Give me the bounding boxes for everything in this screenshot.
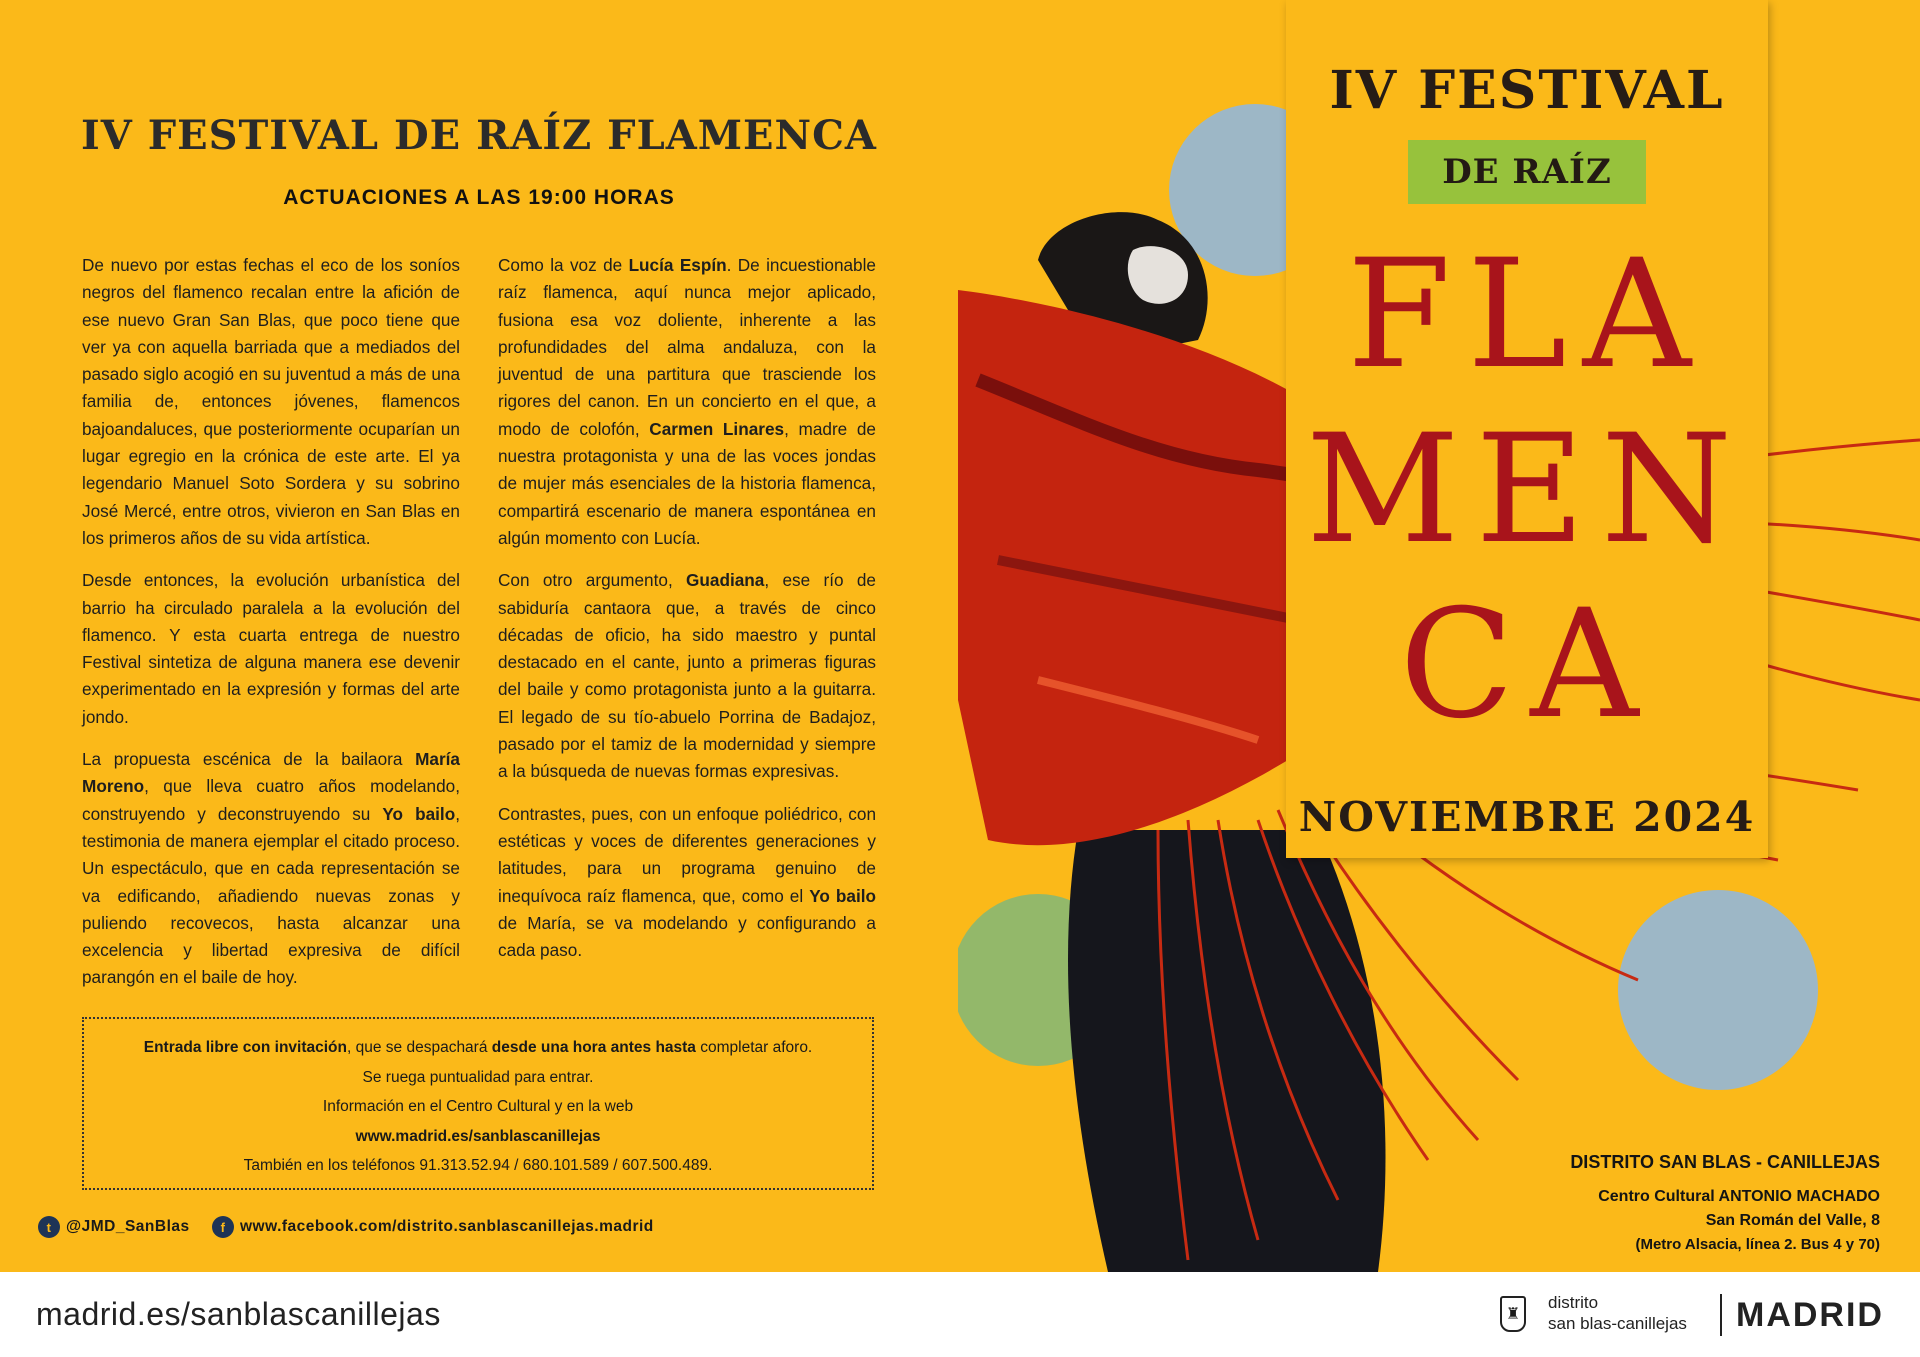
text: Centro Cultural	[1598, 1188, 1719, 1205]
paragraph	[82, 746, 460, 992]
artist-name: Guadiana	[686, 570, 765, 591]
cover-flamenca-line-3: CA	[1399, 578, 1655, 752]
madrid-logo: MADRID	[1736, 1296, 1884, 1334]
text: La propuesta escénica de la bailaora	[82, 749, 416, 770]
cover-title-card	[1286, 0, 1768, 858]
venue-name	[1598, 1188, 1880, 1206]
footer-bar	[0, 1272, 1920, 1357]
page-title: IV FESTIVAL DE RAÍZ FLAMENCA	[81, 112, 877, 159]
text: desde una hora antes hasta	[491, 1039, 696, 1056]
text: de María, se va modelando y configurando a cada paso.	[498, 912, 876, 961]
text: distrito	[1548, 1293, 1599, 1312]
decor-circle	[1618, 890, 1818, 1090]
artist-name: Lucía Espín	[628, 255, 727, 275]
facebook-icon: f	[212, 1216, 234, 1238]
cover-de-raiz-label: DE RAÍZ	[1408, 140, 1646, 204]
artist-name: María Moreno	[82, 749, 460, 797]
text: Contrastes, pues, con un enfoque poliédrico, con estéticas y voces de diferentes generaciones y latitudes, para un programa genuino de inequívoca raíz flamenca, que, como el	[498, 803, 876, 906]
cover-flamenca-line-2: MEN	[1305, 403, 1749, 577]
info-note: Información en el Centro Cultural y en la web	[322, 1098, 634, 1115]
website-link[interactable]: www.madrid.es/sanblascanillejas	[355, 1127, 601, 1145]
work-title: Yo bailo	[809, 885, 877, 906]
phone-numbers: También en los teléfonos 91.313.52.94 / 680.101.589 / 607.500.489.	[243, 1157, 713, 1174]
text: , testimonia de manera ejemplar el citado proceso. Un espectáculo, que en cada representación se va edificando, añadiendo nuevas zonas y puliendo recovecos, hasta alcanzar una excelencia y libertad expresiva de difícil parangón en el baile de hoy.	[82, 803, 460, 988]
text: , ese río de sabiduría cantaora que, a través de cinco décadas de oficio, ha sido maestro y puntal destacado en el cante, junto a primeras figuras del baile y como protagonista junto a la guitarra. El legado de su tío-abuelo Porrina de Badajoz, pasado por el tamiz de la modernidad y siempre a la búsqueda de nuevas formas expresivas.	[498, 570, 876, 782]
text: Con otro argumento,	[498, 570, 687, 591]
punctuality-note: Se ruega puntualidad para entrar.	[362, 1068, 594, 1086]
text: san blas-canillejas	[1548, 1314, 1687, 1333]
admission-info-box	[82, 1017, 874, 1190]
twitter-link[interactable]	[38, 1214, 190, 1240]
text-column-2	[498, 252, 876, 979]
text: Entrada libre con invitación	[143, 1039, 347, 1056]
madrid-crest-icon: ♜	[1500, 1296, 1526, 1332]
page-subtitle: ACTUACIONES A LAS 19:00 HORAS	[283, 186, 675, 209]
paragraph	[498, 567, 876, 785]
dress-shape	[1068, 830, 1386, 1272]
cover-flamenca-line-1: FLA	[1346, 228, 1707, 402]
paragraph	[498, 252, 876, 552]
logo-divider	[1720, 1294, 1722, 1336]
text: . De incuestionable raíz flamenca, aquí nunca mejor aplicado, fusiona esa voz doliente, inherente a las profundidades del alma andaluza, con la juventud de una partitura que trasciende los rigores del canon. En un concierto en el que, a modo de colofón,	[498, 255, 876, 439]
cover-panel	[958, 0, 1920, 1272]
admission-line	[84, 1033, 872, 1063]
text: , que lleva cuatro años modelando, construyendo y deconstruyendo su	[82, 776, 460, 824]
twitter-handle: @JMD_SanBlas	[66, 1218, 190, 1235]
venue-transport: (Metro Alsacia, línea 2. Bus 4 y 70)	[1635, 1236, 1880, 1253]
district-name: DISTRITO SAN BLAS - CANILLEJAS	[1570, 1152, 1880, 1172]
cover-date: NOVIEMBRE 2024	[1298, 793, 1756, 841]
paragraph: Desde entonces, la evolución urbanística del barrio ha circulado paralela a la evolución del flamenco. Y esta cuarta entrega de nuestro Festival sintetiza de alguna manera ese devenir experimentado en la expresión y formas del arte jondo.	[82, 570, 460, 727]
twitter-icon: t	[38, 1216, 60, 1238]
artist-name: Carmen Linares	[649, 418, 785, 439]
work-title: Yo bailo	[382, 803, 456, 824]
cover-festival-title: IV FESTIVAL	[1329, 60, 1725, 121]
text: ANTONIO MACHADO	[1718, 1188, 1880, 1205]
text: , que se despachará	[347, 1039, 492, 1056]
footer-url[interactable]: madrid.es/sanblascanillejas	[36, 1296, 441, 1332]
text: , madre de nuestra protagonista y una de las voces jondas de mujer más esenciales de la historia flamenca, compartirá escenario de manera espontánea en algún momento con Lucía.	[498, 418, 876, 548]
left-panel	[0, 0, 958, 1272]
text: completar aforo.	[695, 1039, 813, 1056]
district-logo-text	[1548, 1292, 1687, 1334]
facebook-link[interactable]	[212, 1214, 654, 1240]
paragraph: De nuevo por estas fechas el eco de los soníos negros del flamenco recalan entre la afición de ese nuevo Gran San Blas, que poco tiene que ver ya con aquella barriada que a mediados del pasado siglo acogió en su juventud a más de una familia de, entonces jóvenes, flamencos bajoandaluces, que posteriormente ocuparían un lugar egregio en la crónica de este arte. El ya legendario Manuel Soto Sordera y su sobrino José Mercé, entre otros, vivieron en San Blas en los primeros años de su vida artística.	[82, 255, 460, 548]
facebook-url: www.facebook.com/distrito.sanblascanillejas.madrid	[240, 1218, 654, 1235]
text-column-1	[82, 252, 460, 1007]
venue-address: San Román del Valle, 8	[1705, 1212, 1880, 1229]
paragraph	[498, 801, 876, 965]
text: Como la voz de	[498, 255, 629, 275]
